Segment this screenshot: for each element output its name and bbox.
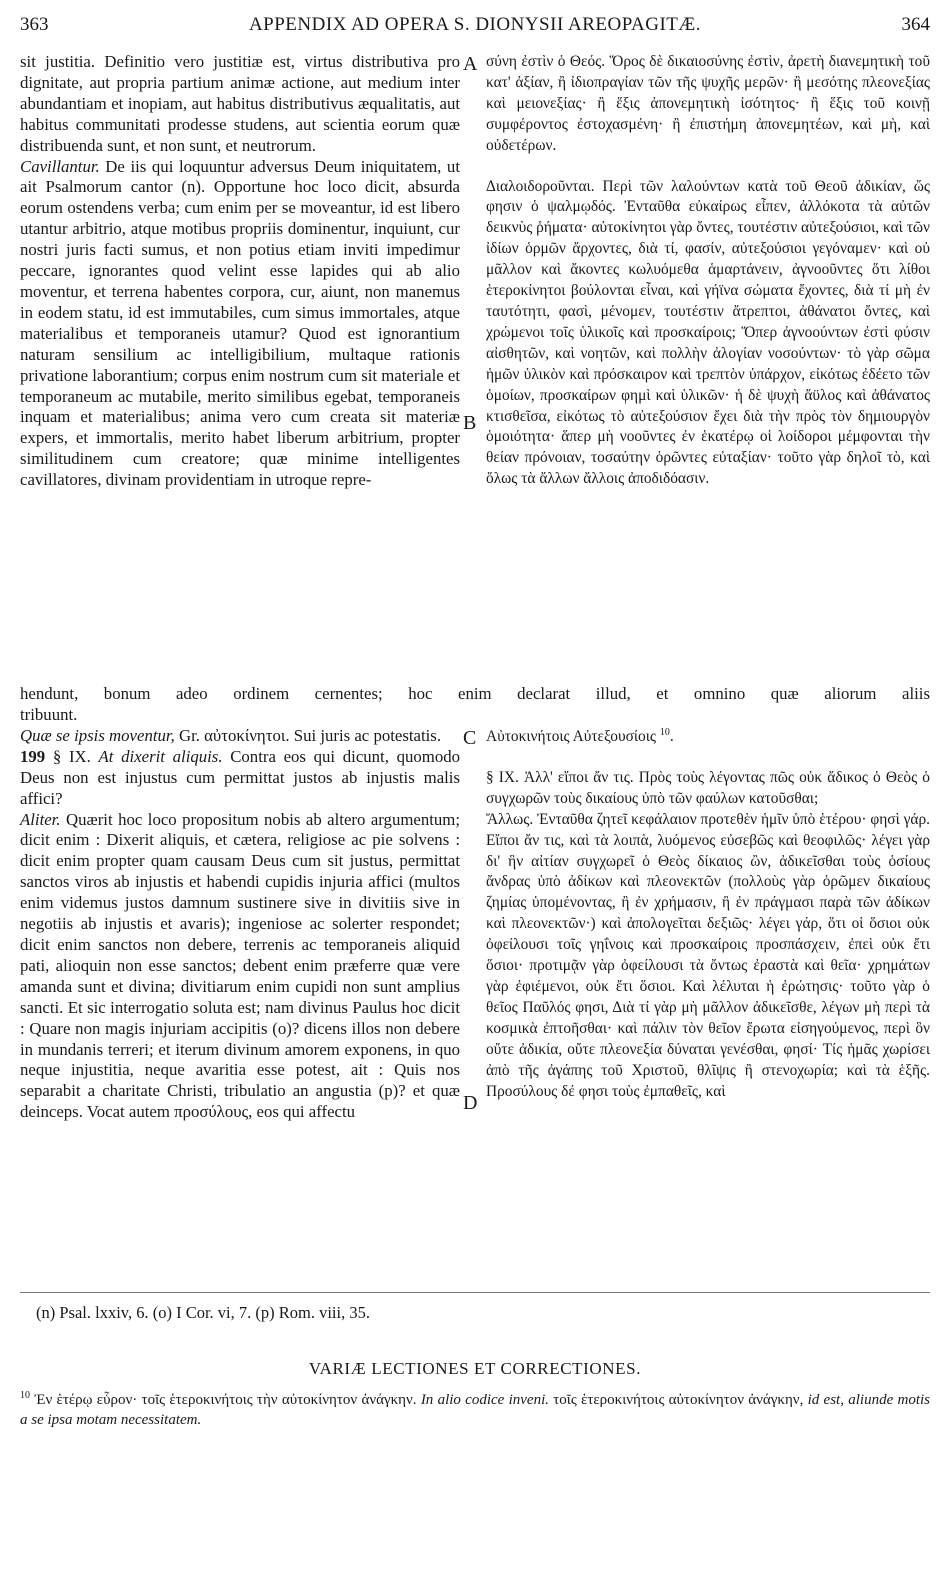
latin-paragraph: Aliter. Quærit hoc loco propositum nobis ab altero argumentum; dicit enim : Dixerit aliquis, et cætera, religiose ac pie solvens : dicit enim propter quam causam Deus cum sit justus, permittat sanctos viros ab injustis et habendi cupidis injuria affici (multos enim videmus justos damnum sustinere sive in divitiis sive in negotiis ab injustis et avaris); ingeniose ac solerter respondet; dicit enim sanctos non debere, terrenis ac temporaneis aliquid pati, alioquin non esse sanctos; debent enim præferre quæ vere amanda sunt et divina; divitiarum enim cupidi non sunt amplius sancti. Et sic interrogatio soluta est; nam divinus Paulus hoc dicit : Quare non magis injuriam accipitis (o)? dicens illos non debere in mundanis terreri; et iterum divinum amorem exponens, in quo neque injustitia, neque avaritia esse potest, ait : Quis nos separabit a charitate Christi, tribulatio an angustia (p)? et quæ deinceps. Vocat autem προσύλους, eos qui affectu (20, 809, 460, 1122)
greek-paragraph: Αὐτοκινήτοις Αὐτεξουσίοις $^{10}$. (486, 726, 674, 745)
latin-paragraph: Cavillantur. De iis qui loquuntur adversus Deum iniquitatem, ut ait Psalmorum cantor (n). Opportune hoc loco dicit, absurda eorum ostendens verba; cum enim per se moveantur, id est libero utantur arbitrio, atque motibus propriis dominentur, inquiunt, cur nostri juris facti sumus, et non potius etiam inviti impedimur peccare, ignorantes quod velint esse lapides qui ab alio moventur, et terrena habentes corpora, cur, aiunt, non manemus in eodem statu, id est immutabiles, cum simus immortales, atque materialibus et temporaneis utamur? Quod est ignorantium naturam sensilium ac intelligibilium, multaque rationis privatione laborantium; corpus enim nostrum cum sit materiale et temporaneum ac mutabile, merito similibus egebat, temporaneis inquam et materialibus; anima vero cum creata sit materiæ expers, et immortalis, merito habet liberum arbitrium, propter similitudinem cum creatore; quæ minime intelligentes cavillatores, divinam providentiam in utroque repre- (20, 156, 460, 490)
page-number-right: 364 (901, 14, 930, 35)
margin-marker-b: B (463, 412, 477, 434)
section-number: 199 (20, 746, 46, 766)
latin-lemma: Quæ se ipsis moventur, (20, 725, 175, 745)
latin-paragraph: 199 § IX. At dixerit aliquis. Contra eos qui dicunt, quomodo Deus non est injustus cum permittat justos ab injustis malis affici? (20, 746, 460, 808)
latin-column-lower (20, 705, 460, 1123)
variae-lectiones-note: $^{10}$ Ἐν ἑτέρῳ εὗρον· τοῖς ἑτεροκινήτοις τὴν αὐτοκίνητον ἀνάγκην. In alio codice inveni. τοῖς ἑτεροκινήτοις αὐτοκίνητον ἀνάγκην, id est, aliunde motis a se ipsa motam necessitatem. (20, 1390, 930, 1428)
note-number: 10 (20, 1390, 30, 1401)
footnotes: (n) Psal. lxxiv, 6. (o) I Cor. vi, 7. (p) Rom. viii, 35. (36, 1303, 370, 1322)
latin-lemma: At dixerit aliquis. (98, 746, 223, 766)
latin-paragraph: sit justitia. Definitio vero justitiæ est, virtus distributiva pro dignitate, aut propria partium animæ actione, aut medium inter abundantiam et inopiam, aut habitus distributivus æqualitatis, aut habitus communitati prodesse studens, aut scientia eorum quæ distribuenda sunt, et non sunt, et neutrorum. (20, 52, 460, 155)
greek-paragraph: Διαλοιδοροῦνται. Περὶ τῶν λαλούντων κατὰ τοῦ Θεοῦ ἀδικίαν, ὥς φησιν ὁ ψαλμῳδός. Ἐνταῦθα εὐκαίρως εἶπεν, ἀλλόκοτα τὰ αὐτῶν δεικνὺς ῥήματα· αὐτοκίνητοι γὰρ ὄντες, τουτέστιν αὐτεξούσιοι, καὶ τῶν ἰδίων ὁρμῶν ἄρχοντες, διὰ τί, φασίν, αὐτεξούσιοι γεγόναμεν· καὶ οὐ μᾶλλον καὶ ἄκοντες κωλυόμεθα ἁμαρτάνειν, ἀγνοοῦντες ὅτι λίθοι ἑτεροκίνητοι βούλονται εἶναι, καὶ γήϊνα σώματα ἔχοντες, διὰ τί μὴ ἐν ταυτότητι, φασὶ, μένομεν, τουτέστιν ἄτρεπτοι, ἀθάνατοι ὄντες, καὶ χρώμενοι τοῖς ὑλικοῖς καὶ προσκαίροις; Ὅπερ ἀγνοούντων ἐστὶ φύσιν αἰσθητῶν, καὶ νοητῶν, καὶ πολλὴν ἀλογίαν νοσούντων· τὸ γὰρ σῶμα ἡμῶν ὑλικὸν καὶ πρόσκαιρον καὶ τρεπτὸν ὑπάρχον, εἰκότως ἐδέετο τῶν ὁμοίων, προσκαίρων φημὶ καὶ ὑλικῶν· ἡ δὲ ψυχὴ ἄϋλος καὶ ἀθάνατος κτισθεῖσα, εἰκότως τὸ αὐτεξούσιον ἔχει διὰ τὴν πρὸς τὸν δημιουργὸν ὁμοιότητα· ἅπερ μὴ νοοῦντες ἐν ἑκατέρῳ οἱ λοίδοροι μέμφονται τὴν θείαν πρόνοιαν, τοσαύτην ὁρῶντες εὐταξίαν· τοῦτο γὰρ δηλοῖ τὸ, καὶ ὅλως τὰ ἄλλων ἄλλοις ἀποδιδόασιν. (486, 177, 930, 488)
greek-column-lower (486, 727, 930, 1102)
latin-column-upper (20, 52, 460, 491)
margin-marker-a: A (463, 53, 478, 75)
page-number-left: 363 (20, 14, 49, 35)
running-header (20, 14, 930, 44)
margin-marker-d: D (463, 1092, 478, 1114)
greek-paragraph: § IX. Ἀλλ' εἴποι ἄν τις. Πρὸς τοὺς λέγοντας πῶς οὐκ ἄδικος ὁ Θεὸς ὁ συγχωρῶν τοὺς δικαίους ὑπὸ τῶν φαύλων κατοῦσθαι; (486, 768, 930, 807)
spanning-line: hendunt, bonum adeo ordinem cernentes; hoc enim declarat illud, et omnino quæ aliorum aliis (20, 684, 930, 703)
greek-paragraph: Ἄλλως. Ἐνταῦθα ζητεῖ κεφάλαιον προτεθὲν ἡμῖν ὑπὸ ἑτέρου· φησὶ γάρ. Εἴποι ἄν τις, καὶ τὰ λοιπὰ, λυόμενος εὐσεβῶς καὶ θεοφιλῶς· λέγει γὰρ δι' ἣν αἰτίαν συγχωρεῖ ὁ Θεὸς δίκαιος ὢν, ἀδικεῖσθαι τοὺς ὁσίους ἄνδρας ὑπὸ ἀδίκων καὶ πλεονεκτῶν (πολλοὺς γὰρ ὁρῶμεν δικαίους ζημίας ὑπομένοντας, ἢ ἐν χρήμασιν, ἢ ἐν πράγμασι παρὰ τῶν ἀδίκων καὶ πλεονεκτῶν·) καὶ ἀπολογεῖται δεξιῶς· λέγει γάρ, ὅτι οἱ ὅσιοι οὐκ ὀφείλουσι τοῖς γηΐνοις καὶ προσκαίροις προσπάσχειν, ἐπεὶ οὐκ ἔτι ὅσιοι· προτιμᾷν γὰρ ὀφείλουσι τὰ ὄντως ἐραστὰ καὶ θεῖα· χρημάτων γὰρ ἐφιέμενοι, οὐκ ἔτι ὅσιοι. Καὶ λέλυται ἡ ἐρώτησις· τοῦτο γὰρ ὁ θεῖος Παῦλός φησι, Διὰ τί γὰρ μὴ μᾶλλον ἀδικεῖσθε, λέγων μὴ περὶ τὰ κοσμικὰ ἐπτοῆσθαι· καὶ πάλιν τὸν θεῖον ἔρωτα εἰσηγούμενος, περὶ ὃν οὔτε ἀδικία, οὔτε πλεονεξία δύναται γενέσθαι, φησί· Τίς ἡμᾶς χωρίσει ἀπὸ τῆς ἀγάπης τοῦ Χριστοῦ, θλῖψις ἢ στενοχωρία; καὶ τὰ ἑξῆς. Προσύλους δέ φησι τοὺς ἐμπαθεῖς, καὶ (486, 810, 930, 1100)
latin-paragraph: tribuunt. (20, 705, 78, 724)
running-title: APPENDIX AD OPERA S. DIONYSII AREOPAGITÆ. (248, 14, 702, 35)
greek-paragraph: σύνη ἐστὶν ὁ Θεός. Ὅρος δὲ δικαιοσύνης ἐστὶν, ἀρετὴ διανεμητικὴ τοῦ κατ' ἀξίαν, ἢ ἰδιοπραγίαν τῶν τῆς ψυχῆς μερῶν· ἢ μεσότης πλεονεξίας καὶ μειονεξίας· ἢ ἕξις ἀπονεμητικὴ ἰσότητος· ἢ ἕξις τοῦ κοινῇ συμφέροντος ἐστοχασμένη· ἢ ἐπιστήμη ἀπονεμητέων, καὶ μὴ, καὶ οὐδετέρων. (486, 53, 930, 154)
greek-column-upper (486, 52, 930, 490)
variae-lectiones-title: VARIÆ LECTIONES ET CORRECTIONES. (308, 1359, 642, 1378)
note-reference: 10 (659, 726, 670, 738)
latin-lemma: Cavillantur. (20, 156, 100, 176)
latin-paragraph: Quæ se ipsis moventur, Gr. αὐτοκίνητοι. Sui juris ac potestatis. (20, 725, 442, 745)
margin-marker-c: C (463, 727, 477, 749)
footnote-rule (20, 1292, 930, 1293)
latin-lemma: Aliter. (20, 809, 61, 829)
